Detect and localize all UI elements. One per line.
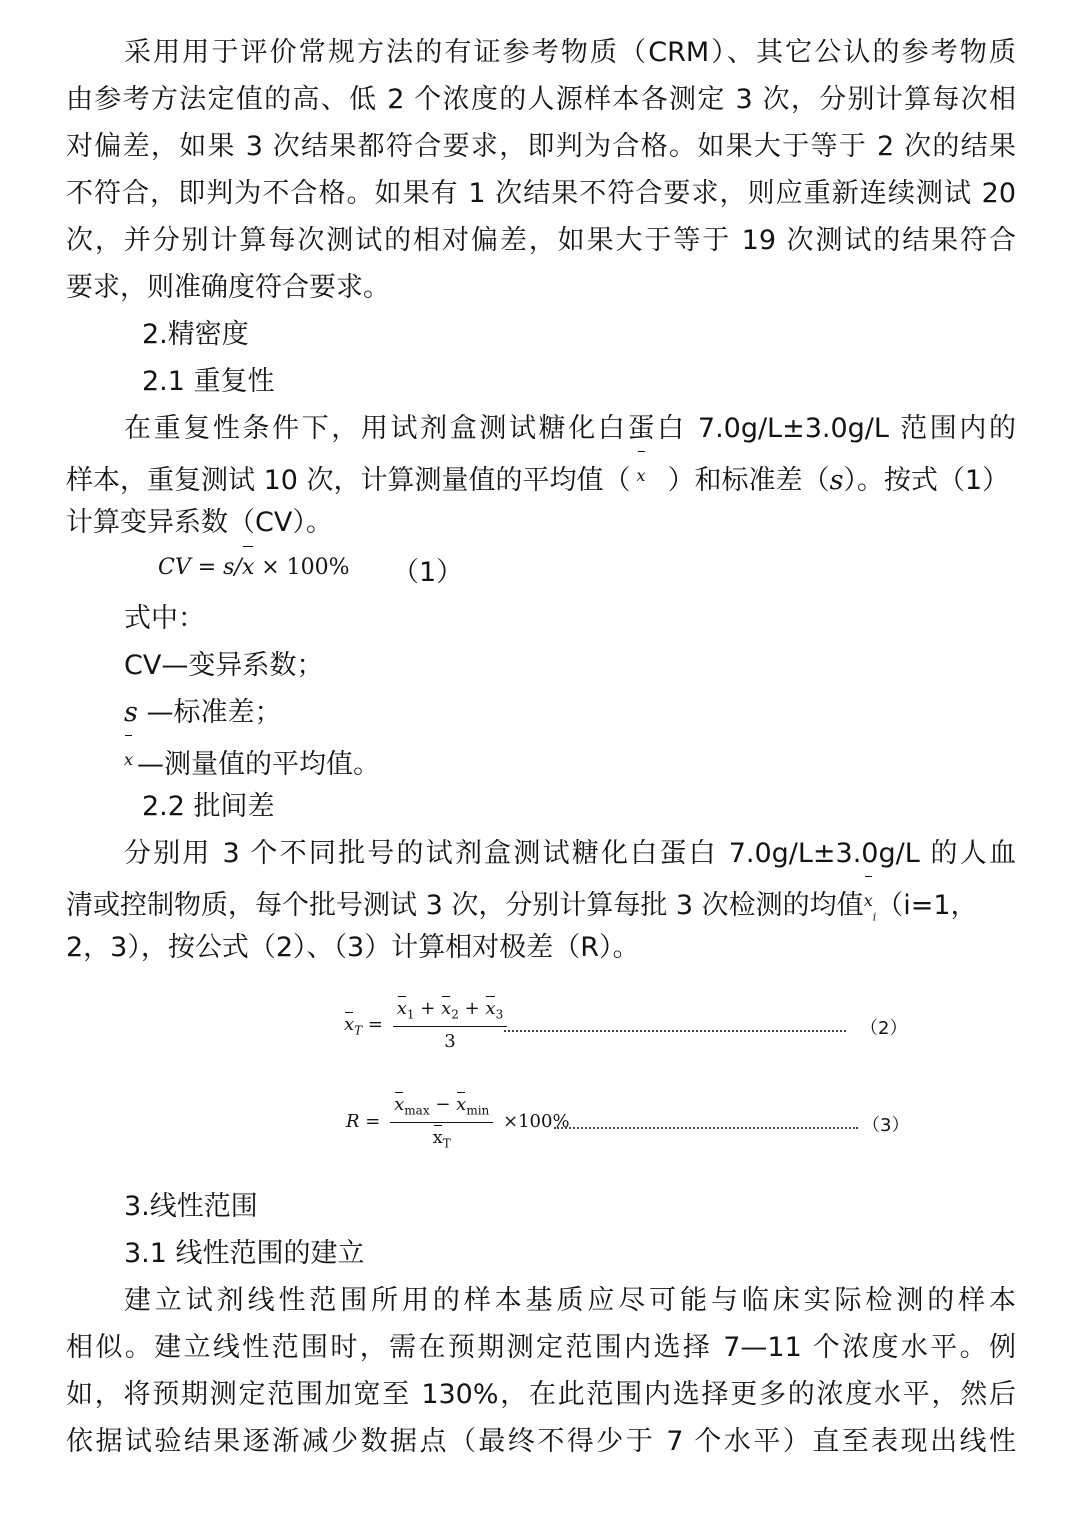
formula2-lhs: x bbox=[344, 1013, 355, 1035]
paragraph1-line-2: 由参考方法定值的高、低 2 个浓度的人源样本各测定 3 次，分别计算每次相 bbox=[66, 84, 1016, 115]
between-batch-line-2 bbox=[66, 878, 1016, 924]
formula3-lhs: R bbox=[346, 1111, 360, 1133]
formula3-denominator bbox=[390, 1123, 493, 1151]
between-batch-line-1: 分别用 3 个不同批号的试剂盒测试糖化白蛋白 7.0g/L±3.0g/L 的人血 bbox=[124, 838, 1016, 869]
formula3-numerator bbox=[390, 1094, 493, 1123]
formula2-sub3: 3 bbox=[495, 1007, 504, 1022]
definition-mean-symbol: x bbox=[124, 737, 133, 783]
formula2-sub1: 1 bbox=[406, 1007, 415, 1022]
formula3-den-x: x bbox=[432, 1126, 443, 1148]
repeatability-line-3: 计算变异系数（CV）。 bbox=[66, 507, 333, 538]
stddev-symbol-inline: s bbox=[829, 465, 844, 496]
formula3-leader-dots bbox=[554, 1125, 858, 1129]
between-batch-line-2-text-a: 清或控制物质，每个批号测试 3 次，分别计算每批 3 次检测的均值 bbox=[66, 890, 864, 921]
formula-mean-total bbox=[344, 998, 511, 1052]
formula2-fraction bbox=[393, 998, 508, 1052]
formula2-lhs-sub: T bbox=[354, 1023, 363, 1038]
linear-range-line-3: 如，将预期测定范围加宽至 130%，在此范围内选择更多的浓度水平，然后 bbox=[66, 1379, 1016, 1410]
formula3-xmax: x bbox=[394, 1094, 405, 1115]
formula3-fraction bbox=[390, 1094, 493, 1150]
section-heading-linear-range: 3.线性范围 bbox=[124, 1191, 258, 1222]
subsection-heading-between-batch: 2.2 批间差 bbox=[142, 791, 275, 822]
batch-mean-symbol: x bbox=[864, 878, 873, 924]
paragraph1-line-3: 对偏差，如果 3 次结果都符合要求，即判为合格。如果大于等于 2 次的结果 bbox=[66, 131, 1016, 162]
section-heading-precision: 2.精密度 bbox=[142, 319, 249, 350]
formula-cv-number: （1） bbox=[392, 557, 464, 588]
formula3-sub-max: max bbox=[404, 1103, 430, 1118]
subsection-heading-repeatability: 2.1 重复性 bbox=[142, 366, 275, 397]
linear-range-line-4: 依据试验结果逐渐减少数据点（最终不得少于 7 个水平）直至表现出线性 bbox=[66, 1426, 1016, 1457]
formula2-x1: x bbox=[396, 998, 407, 1019]
definition-mean-text: —测量值的平均值。 bbox=[137, 749, 381, 780]
formula3-xmin: x bbox=[456, 1094, 467, 1115]
repeatability-line-1: 在重复性条件下，用试剂盒测试糖化白蛋白 7.0g/L±3.0g/L 范围内的 bbox=[124, 413, 1016, 444]
formula3-eq: = bbox=[365, 1111, 381, 1133]
definition-mean bbox=[124, 737, 1016, 783]
repeatability-line-2-text-a: 样本，重复测试 10 次，计算测量值的平均值（ bbox=[66, 465, 631, 496]
formula3-minus: − bbox=[435, 1094, 451, 1115]
batch-mean-subscript: i bbox=[872, 910, 877, 924]
subsection-heading-linear-range-establish: 3.1 线性范围的建立 bbox=[124, 1238, 365, 1269]
formula2-denominator: 3 bbox=[444, 1030, 456, 1052]
formula3-number: （3） bbox=[862, 1115, 910, 1136]
paragraph1-line-4: 不符合，即判为不合格。如果有 1 次结果不符合要求，则应重新连续测试 20 bbox=[66, 178, 1016, 209]
definition-s-text: —标准差； bbox=[137, 697, 282, 728]
formula-cv-left: CV = s/ bbox=[158, 555, 242, 580]
formula2-number: （2） bbox=[860, 1018, 908, 1039]
formula2-leader-dots bbox=[504, 1028, 846, 1032]
formula-cv bbox=[158, 548, 350, 588]
formula2-plus-2: + bbox=[464, 998, 480, 1019]
where-label: 式中： bbox=[124, 603, 205, 634]
formula-cv-right: × 100% bbox=[254, 555, 350, 580]
mean-symbol-inline: x bbox=[637, 453, 646, 499]
paragraph1-line-1: 采用用于评价常规方法的有证参考物质（CRM）、其它公认的参考物质 bbox=[124, 37, 1016, 68]
linear-range-line-1: 建立试剂线性范围所用的样本基质应尽可能与临床实际检测的样本 bbox=[124, 1285, 1016, 1316]
paragraph1-line-6: 要求，则准确度符合要求。 bbox=[66, 272, 390, 303]
formula2-plus-1: + bbox=[420, 998, 436, 1019]
repeatability-line-2 bbox=[66, 453, 1016, 499]
definition-cv: CV—变异系数； bbox=[124, 650, 324, 681]
repeatability-line-2-text-c: ）。按式（1） bbox=[843, 465, 1010, 496]
formula2-x3: x bbox=[485, 998, 496, 1019]
formula3-den-sub: T bbox=[442, 1136, 451, 1151]
formula2-numerator bbox=[393, 998, 508, 1027]
definition-s-symbol: s bbox=[124, 697, 138, 728]
formula3-times: ×100% bbox=[503, 1111, 570, 1133]
formula3-sub-min: min bbox=[466, 1103, 490, 1118]
between-batch-line-3: 2，3），按公式（2）、（3）计算相对极差（R）。 bbox=[66, 932, 640, 963]
paragraph1-line-5: 次，并分别计算每次测试的相对偏差，如果大于等于 19 次测试的结果符合 bbox=[66, 225, 1016, 256]
formula2-x2: x bbox=[441, 998, 452, 1019]
formula2-eq: = bbox=[367, 1013, 383, 1035]
formula2-sub2: 2 bbox=[451, 1007, 459, 1022]
between-batch-line-2-text-b: （i=1， bbox=[876, 890, 978, 921]
repeatability-line-2-text-b: ）和标准差（ bbox=[667, 465, 830, 496]
definition-s bbox=[124, 690, 1016, 736]
formula-relative-range bbox=[346, 1094, 570, 1150]
formula-cv-mean: x bbox=[242, 548, 254, 588]
linear-range-line-2: 相似。建立线性范围时，需在预期测定范围内选择 7—11 个浓度水平。例 bbox=[66, 1332, 1016, 1363]
